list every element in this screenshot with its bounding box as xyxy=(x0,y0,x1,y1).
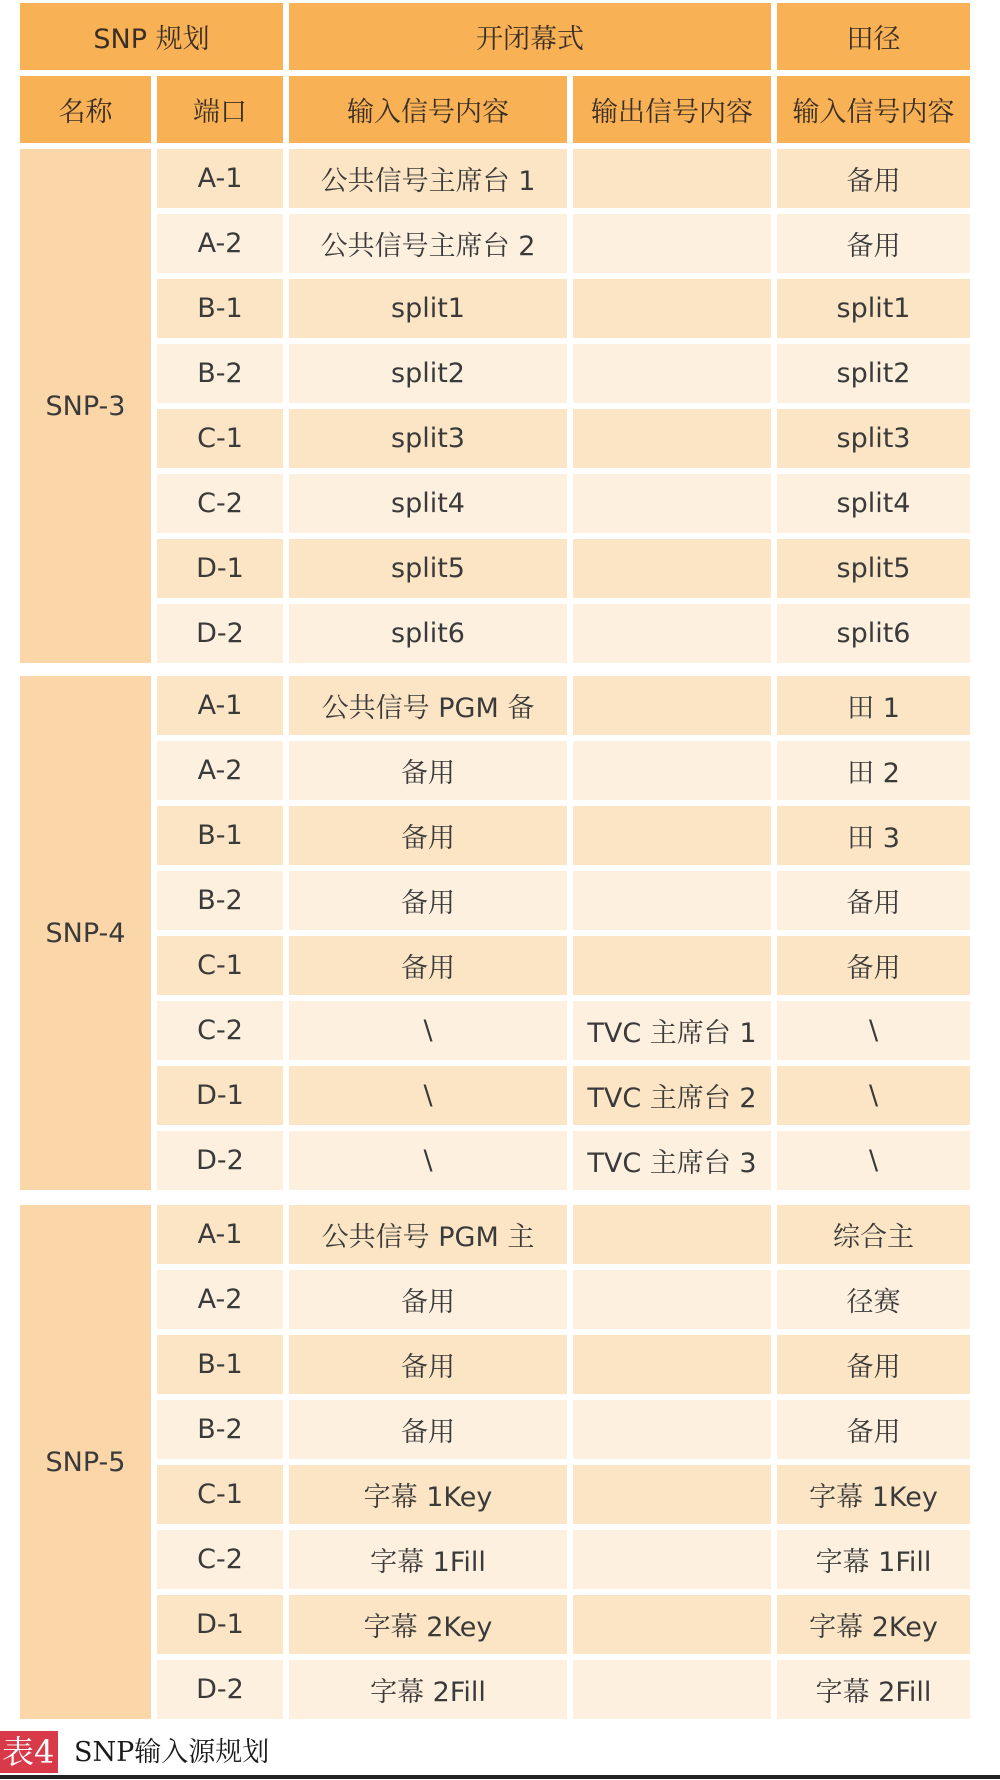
ceremony-input-cell: 备用 xyxy=(289,1335,567,1394)
port-cell: A-2 xyxy=(157,214,283,273)
ceremony-input-cell: 备用 xyxy=(289,741,567,800)
ceremony-input-cell: \ xyxy=(289,1001,567,1060)
port-cell: B-1 xyxy=(157,279,283,338)
ceremony-input-cell: 公共信号主席台 1 xyxy=(289,149,567,208)
ceremony-input-cell: split3 xyxy=(289,409,567,468)
header-snp-planning: SNP 规划 xyxy=(20,3,283,70)
track-input-cell: split3 xyxy=(777,409,970,468)
port-cell: D-1 xyxy=(157,1066,283,1125)
track-input-cell: split5 xyxy=(777,539,970,598)
port-cell: C-1 xyxy=(157,936,283,995)
ceremony-input-cell: split4 xyxy=(289,474,567,533)
snp-name-cell: SNP-5 xyxy=(20,1205,151,1719)
port-cell: B-2 xyxy=(157,871,283,930)
track-input-cell: 字幕 2Fill xyxy=(777,1660,970,1719)
ceremony-input-cell: \ xyxy=(289,1131,567,1190)
snp-name-cell: SNP-4 xyxy=(20,676,151,1190)
port-cell: D-2 xyxy=(157,604,283,663)
track-input-cell: 字幕 2Key xyxy=(777,1595,970,1654)
port-cell: B-1 xyxy=(157,1335,283,1394)
track-input-cell: split2 xyxy=(777,344,970,403)
track-input-cell: 字幕 1Key xyxy=(777,1465,970,1524)
track-input-cell: 田 1 xyxy=(777,676,970,735)
port-cell: C-2 xyxy=(157,1001,283,1060)
ceremony-input-cell: split5 xyxy=(289,539,567,598)
track-input-cell: 字幕 1Fill xyxy=(777,1530,970,1589)
ceremony-input-cell: 字幕 1Fill xyxy=(289,1530,567,1589)
port-cell: D-2 xyxy=(157,1131,283,1190)
ceremony-input-cell: 备用 xyxy=(289,1270,567,1329)
ceremony-output-cell xyxy=(573,149,771,208)
track-input-cell: \ xyxy=(777,1066,970,1125)
track-input-cell: 田 2 xyxy=(777,741,970,800)
column-header-name: 名称 xyxy=(20,76,151,143)
ceremony-output-cell xyxy=(573,871,771,930)
port-cell: C-2 xyxy=(157,474,283,533)
column-header-ceremony-input: 输入信号内容 xyxy=(289,76,567,143)
table-caption xyxy=(0,1728,1000,1780)
track-input-cell: 备用 xyxy=(777,214,970,273)
track-input-cell: 备用 xyxy=(777,1335,970,1394)
ceremony-output-cell xyxy=(573,741,771,800)
track-input-cell: 备用 xyxy=(777,936,970,995)
ceremony-output-cell xyxy=(573,539,771,598)
track-input-cell: 综合主 xyxy=(777,1205,970,1264)
header-track-and-field: 田径 xyxy=(777,3,970,70)
ceremony-input-cell: 公共信号 PGM 备 xyxy=(289,676,567,735)
snp-name-cell: SNP-3 xyxy=(20,149,151,663)
ceremony-input-cell: 字幕 1Key xyxy=(289,1465,567,1524)
track-input-cell: \ xyxy=(777,1131,970,1190)
track-input-cell: \ xyxy=(777,1001,970,1060)
ceremony-output-cell xyxy=(573,279,771,338)
port-cell: D-1 xyxy=(157,539,283,598)
ceremony-output-cell xyxy=(573,604,771,663)
ceremony-output-cell xyxy=(573,1465,771,1524)
ceremony-input-cell: \ xyxy=(289,1066,567,1125)
track-input-cell: 备用 xyxy=(777,871,970,930)
track-input-cell: 田 3 xyxy=(777,806,970,865)
track-input-cell: 径赛 xyxy=(777,1270,970,1329)
port-cell: B-2 xyxy=(157,344,283,403)
ceremony-output-cell xyxy=(573,474,771,533)
column-header-track-input: 输入信号内容 xyxy=(777,76,970,143)
ceremony-output-cell xyxy=(573,1400,771,1459)
ceremony-output-cell xyxy=(573,1595,771,1654)
ceremony-output-cell xyxy=(573,214,771,273)
ceremony-input-cell: 公共信号 PGM 主 xyxy=(289,1205,567,1264)
ceremony-input-cell: 备用 xyxy=(289,1400,567,1459)
port-cell: A-1 xyxy=(157,149,283,208)
ceremony-output-cell xyxy=(573,936,771,995)
ceremony-input-cell: 字幕 2Key xyxy=(289,1595,567,1654)
port-cell: D-1 xyxy=(157,1595,283,1654)
ceremony-output-cell xyxy=(573,1205,771,1264)
port-cell: A-1 xyxy=(157,1205,283,1264)
ceremony-output-cell: TVC 主席台 3 xyxy=(573,1131,771,1190)
ceremony-output-cell xyxy=(573,344,771,403)
ceremony-output-cell: TVC 主席台 2 xyxy=(573,1066,771,1125)
track-input-cell: split1 xyxy=(777,279,970,338)
port-cell: D-2 xyxy=(157,1660,283,1719)
track-input-cell: split6 xyxy=(777,604,970,663)
port-cell: C-1 xyxy=(157,1465,283,1524)
ceremony-input-cell: 备用 xyxy=(289,936,567,995)
port-cell: A-1 xyxy=(157,676,283,735)
port-cell: B-1 xyxy=(157,806,283,865)
ceremony-output-cell xyxy=(573,1335,771,1394)
header-opening-closing-ceremony: 开闭幕式 xyxy=(289,3,771,70)
ceremony-input-cell: 备用 xyxy=(289,871,567,930)
ceremony-output-cell xyxy=(573,409,771,468)
track-input-cell: 备用 xyxy=(777,149,970,208)
port-cell: C-2 xyxy=(157,1530,283,1589)
track-input-cell: split4 xyxy=(777,474,970,533)
ceremony-output-cell xyxy=(573,1530,771,1589)
ceremony-input-cell: split1 xyxy=(289,279,567,338)
ceremony-input-cell: split6 xyxy=(289,604,567,663)
ceremony-input-cell: 备用 xyxy=(289,806,567,865)
port-cell: B-2 xyxy=(157,1400,283,1459)
track-input-cell: 备用 xyxy=(777,1400,970,1459)
port-cell: A-2 xyxy=(157,741,283,800)
ceremony-input-cell: 字幕 2Fill xyxy=(289,1660,567,1719)
ceremony-output-cell xyxy=(573,806,771,865)
port-cell: A-2 xyxy=(157,1270,283,1329)
ceremony-output-cell: TVC 主席台 1 xyxy=(573,1001,771,1060)
column-header-port: 端口 xyxy=(157,76,283,143)
ceremony-input-cell: 公共信号主席台 2 xyxy=(289,214,567,273)
column-header-ceremony-output: 输出信号内容 xyxy=(573,76,771,143)
caption-text: SNP输入源规划 xyxy=(74,1737,270,1768)
ceremony-output-cell xyxy=(573,1660,771,1719)
ceremony-input-cell: split2 xyxy=(289,344,567,403)
ceremony-output-cell xyxy=(573,676,771,735)
ceremony-output-cell xyxy=(573,1270,771,1329)
caption-tag: 表4 xyxy=(0,1731,58,1773)
port-cell: C-1 xyxy=(157,409,283,468)
caption-divider xyxy=(0,1775,1000,1779)
